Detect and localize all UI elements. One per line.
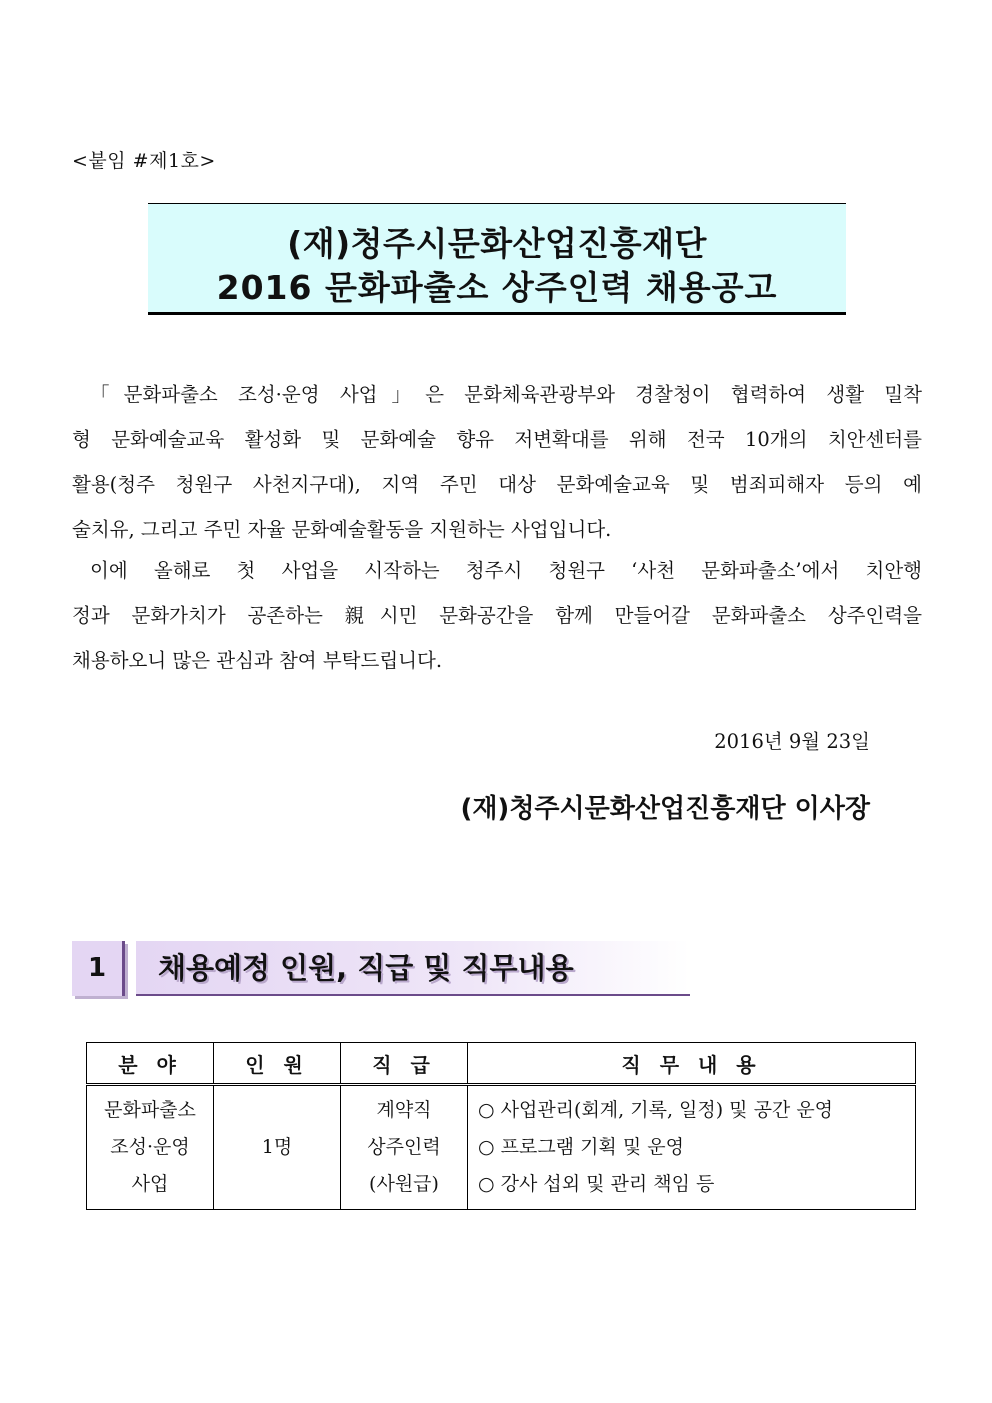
cell-grade — [341, 1085, 468, 1210]
cell-line: 조성·운영 — [110, 1136, 190, 1158]
title-line-1: (재)청주시문화산업진흥재단 — [287, 224, 707, 263]
cell-count: 1명 — [214, 1085, 341, 1210]
cell-line: 문화파출소 — [104, 1099, 196, 1121]
duty-item: ○ 강사 섭외 및 관리 책임 등 — [478, 1173, 715, 1195]
section-number: 1 — [72, 941, 125, 996]
paragraph-1 — [72, 372, 922, 552]
paragraph-1-line: 형 문화예술교육 활성화 및 문화예술 향유 저변확대를 위해 전국 10개의 치안센터를 — [72, 428, 922, 451]
paragraph-1-line: 술치유, 그리고 주민 자율 문화예술활동을 지원하는 사업입니다. — [72, 518, 612, 541]
cell-line: 사업 — [131, 1173, 169, 1195]
cell-line: 상주인력 — [367, 1136, 441, 1158]
paragraph-2-line: 정과 문화가치가 공존하는 親시민 문화공간을 함께 만들어갈 문화파출소 상주인력을 — [72, 604, 922, 627]
header-field: 분 야 — [87, 1043, 214, 1085]
recruitment-table — [86, 1042, 916, 1210]
title-box — [148, 203, 846, 315]
duty-item: ○ 사업관리(회계, 기록, 일정) 및 공간 운영 — [478, 1099, 834, 1121]
duty-item: ○ 프로그램 기획 및 운영 — [478, 1136, 684, 1158]
header-grade: 직 급 — [341, 1043, 468, 1085]
cell-field — [87, 1085, 214, 1210]
cell-line: (사원급) — [369, 1173, 439, 1195]
title-line-2: 2016 문화파출소 상주인력 채용공고 — [216, 268, 778, 307]
header-count: 인 원 — [214, 1043, 341, 1085]
paragraph-1-line: 활용(청주 청원구 사천지구대), 지역 주민 대상 문화예술교육 및 범죄피해자 등의 예 — [72, 473, 922, 496]
paragraph-2 — [72, 548, 922, 683]
paragraph-1-line: 「문화파출소 조성·운영 사업」은 문화체육관광부와 경찰청이 협력하여 생활 밀착 — [90, 383, 922, 406]
header-duties: 직 무 내 용 — [468, 1043, 916, 1085]
cell-duties — [468, 1085, 916, 1210]
table-header-row — [87, 1043, 916, 1085]
signature: (재)청주시문화산업진흥재단 이사장 — [460, 794, 870, 824]
paragraph-2-line: 이에 올해로 첫 사업을 시작하는 청주시 청원구 ‘사천 문화파출소’에서 치안행 — [90, 559, 922, 582]
section-title: 채용예정 인원, 직급 및 직무내용 — [136, 941, 690, 996]
cell-line: 계약직 — [376, 1099, 432, 1121]
paragraph-2-line: 채용하오니 많은 관심과 참여 부탁드립니다. — [72, 649, 443, 672]
notice-date: 2016년 9월 23일 — [714, 730, 870, 753]
attachment-label: <붙임 #제1호> — [72, 150, 216, 172]
table-row — [87, 1085, 916, 1210]
